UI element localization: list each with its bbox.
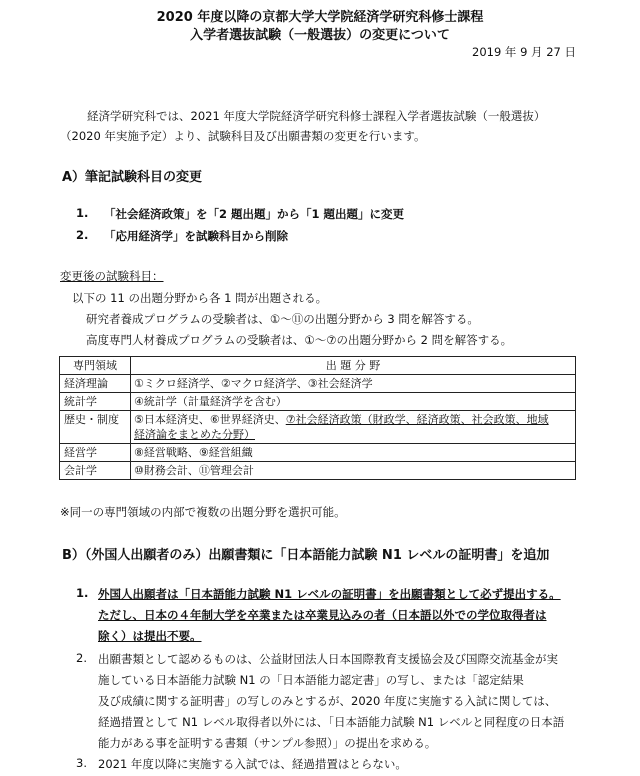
table-row <box>60 411 576 444</box>
table-cell-domain: 経営学 <box>60 444 131 462</box>
table-header-row <box>60 357 576 375</box>
section-b-item2-line4: 経過措置として N1 レベル取得者以外には、「日本語能力試験 N1 レベルと同程度の日本語 <box>98 715 565 729</box>
section-b-item3-num: 3. <box>76 756 87 770</box>
table-row <box>60 393 576 411</box>
table-row <box>60 444 576 462</box>
section-b-item1-line1: 外国人出願者は「日本語能力試験 N1 レベルの証明書」を出願書類として必ず提出する。 <box>98 587 561 601</box>
table-cell-fields-part-c: 経済論をまとめた分野） <box>134 428 255 441</box>
section-b-item1-line2: ただし、日本の４年制大学を卒業または卒業見込みの者（日本語以外での学位取得者は <box>98 608 547 622</box>
table-cell-fields: ④統計学（計量経済学を含む） <box>131 393 576 411</box>
section-a-item2-text: 「応用経済学」を試験科目から削除 <box>104 229 288 243</box>
section-b-item2-line2: 施している日本語能力試験 N1 の「日本語能力認定書」の写し、または「認定結果 <box>98 673 524 687</box>
table-cell-fields <box>131 411 576 444</box>
table-header-domain: 専門領域 <box>60 357 131 375</box>
section-b-item2-line1: 出願書類として認めるものは、公益財団法人日本国際教育支援協会及び国際交流基金が実 <box>98 652 558 666</box>
section-a-item2-num: 2. <box>76 228 89 242</box>
section-a-item1-text: 「社会経済政策」を「2 題出題」から「1 題出題」に変更 <box>104 207 405 221</box>
intro-line2: （2020 年実施予定）より、試験科目及び出願書類の変更を行います。 <box>60 129 426 143</box>
table-header-fields: 出 題 分 野 <box>131 357 576 375</box>
table-row <box>60 375 576 393</box>
table-cell-domain: 歴史・制度 <box>60 411 131 444</box>
section-a-item1-num: 1. <box>76 206 89 220</box>
document-title-line2: 入学者選抜試験（一般選抜）の変更について <box>190 28 450 43</box>
table-cell-fields-part-a: ⑤日本経済史、⑥世界経済史、 <box>134 413 286 426</box>
section-b-item2-num: 2. <box>76 651 87 665</box>
section-b-item3-text: 2021 年度以降に実施する入試では、経過措置はとらない。 <box>98 757 407 771</box>
document-title-line1: 2020 年度以降の京都大学大学院経済学研究科修士課程 <box>156 10 484 25</box>
table-row <box>60 462 576 480</box>
section-a-desc2: 研究者養成プログラムの受験者は、①〜⑪の出題分野から 3 問を解答する。 <box>86 312 479 326</box>
section-a-heading: A）筆記試験科目の変更 <box>62 170 203 185</box>
table-cell-fields: ⑩財務会計、⑪管理会計 <box>131 462 576 480</box>
table-note: ※同一の専門領域の内部で複数の出題分野を選択可能。 <box>60 505 346 519</box>
table-cell-domain: 会計学 <box>60 462 131 480</box>
section-b-item2-line5: 能力がある事を証明する書類（サンプル参照）」の提出を求める。 <box>98 736 437 750</box>
document-date: 2019 年 9 月 27 日 <box>472 45 576 59</box>
intro-line1: 経済学研究科では、2021 年度大学院経済学研究科修士課程入学者選抜試験（一般選抜） <box>87 109 546 123</box>
section-a-desc1: 以下の 11 の出題分野から各 1 問が出題される。 <box>72 291 328 305</box>
section-a-desc3: 高度専門人材養成プログラムの受験者は、①〜⑦の出題分野から 2 問を解答する。 <box>86 333 513 347</box>
section-b-item1-line3: 除く）は提出不要。 <box>98 629 202 643</box>
section-a-subhead: 変更後の試験科目： <box>60 269 164 283</box>
table-cell-domain: 経済理論 <box>60 375 131 393</box>
table-cell-fields-part-b: ⑦社会経済政策（財政学、経済政策、社会政策、地域 <box>285 413 549 426</box>
section-b-item2-line3: 及び成績に関する証明書」の写しのみとするが、2020 年度に実施する入試に関しては、 <box>98 694 557 708</box>
table-cell-domain: 統計学 <box>60 393 131 411</box>
section-b-heading: B）（外国人出願者のみ）出願書類に「日本語能力試験 N1 レベルの証明書」を追加 <box>62 548 550 563</box>
table-cell-fields: ①ミクロ経済学、②マクロ経済学、③社会経済学 <box>131 375 576 393</box>
table-cell-fields: ⑧経営戦略、⑨経営組織 <box>131 444 576 462</box>
exam-fields-table <box>59 356 576 480</box>
section-b-item1-num: 1. <box>76 586 89 600</box>
